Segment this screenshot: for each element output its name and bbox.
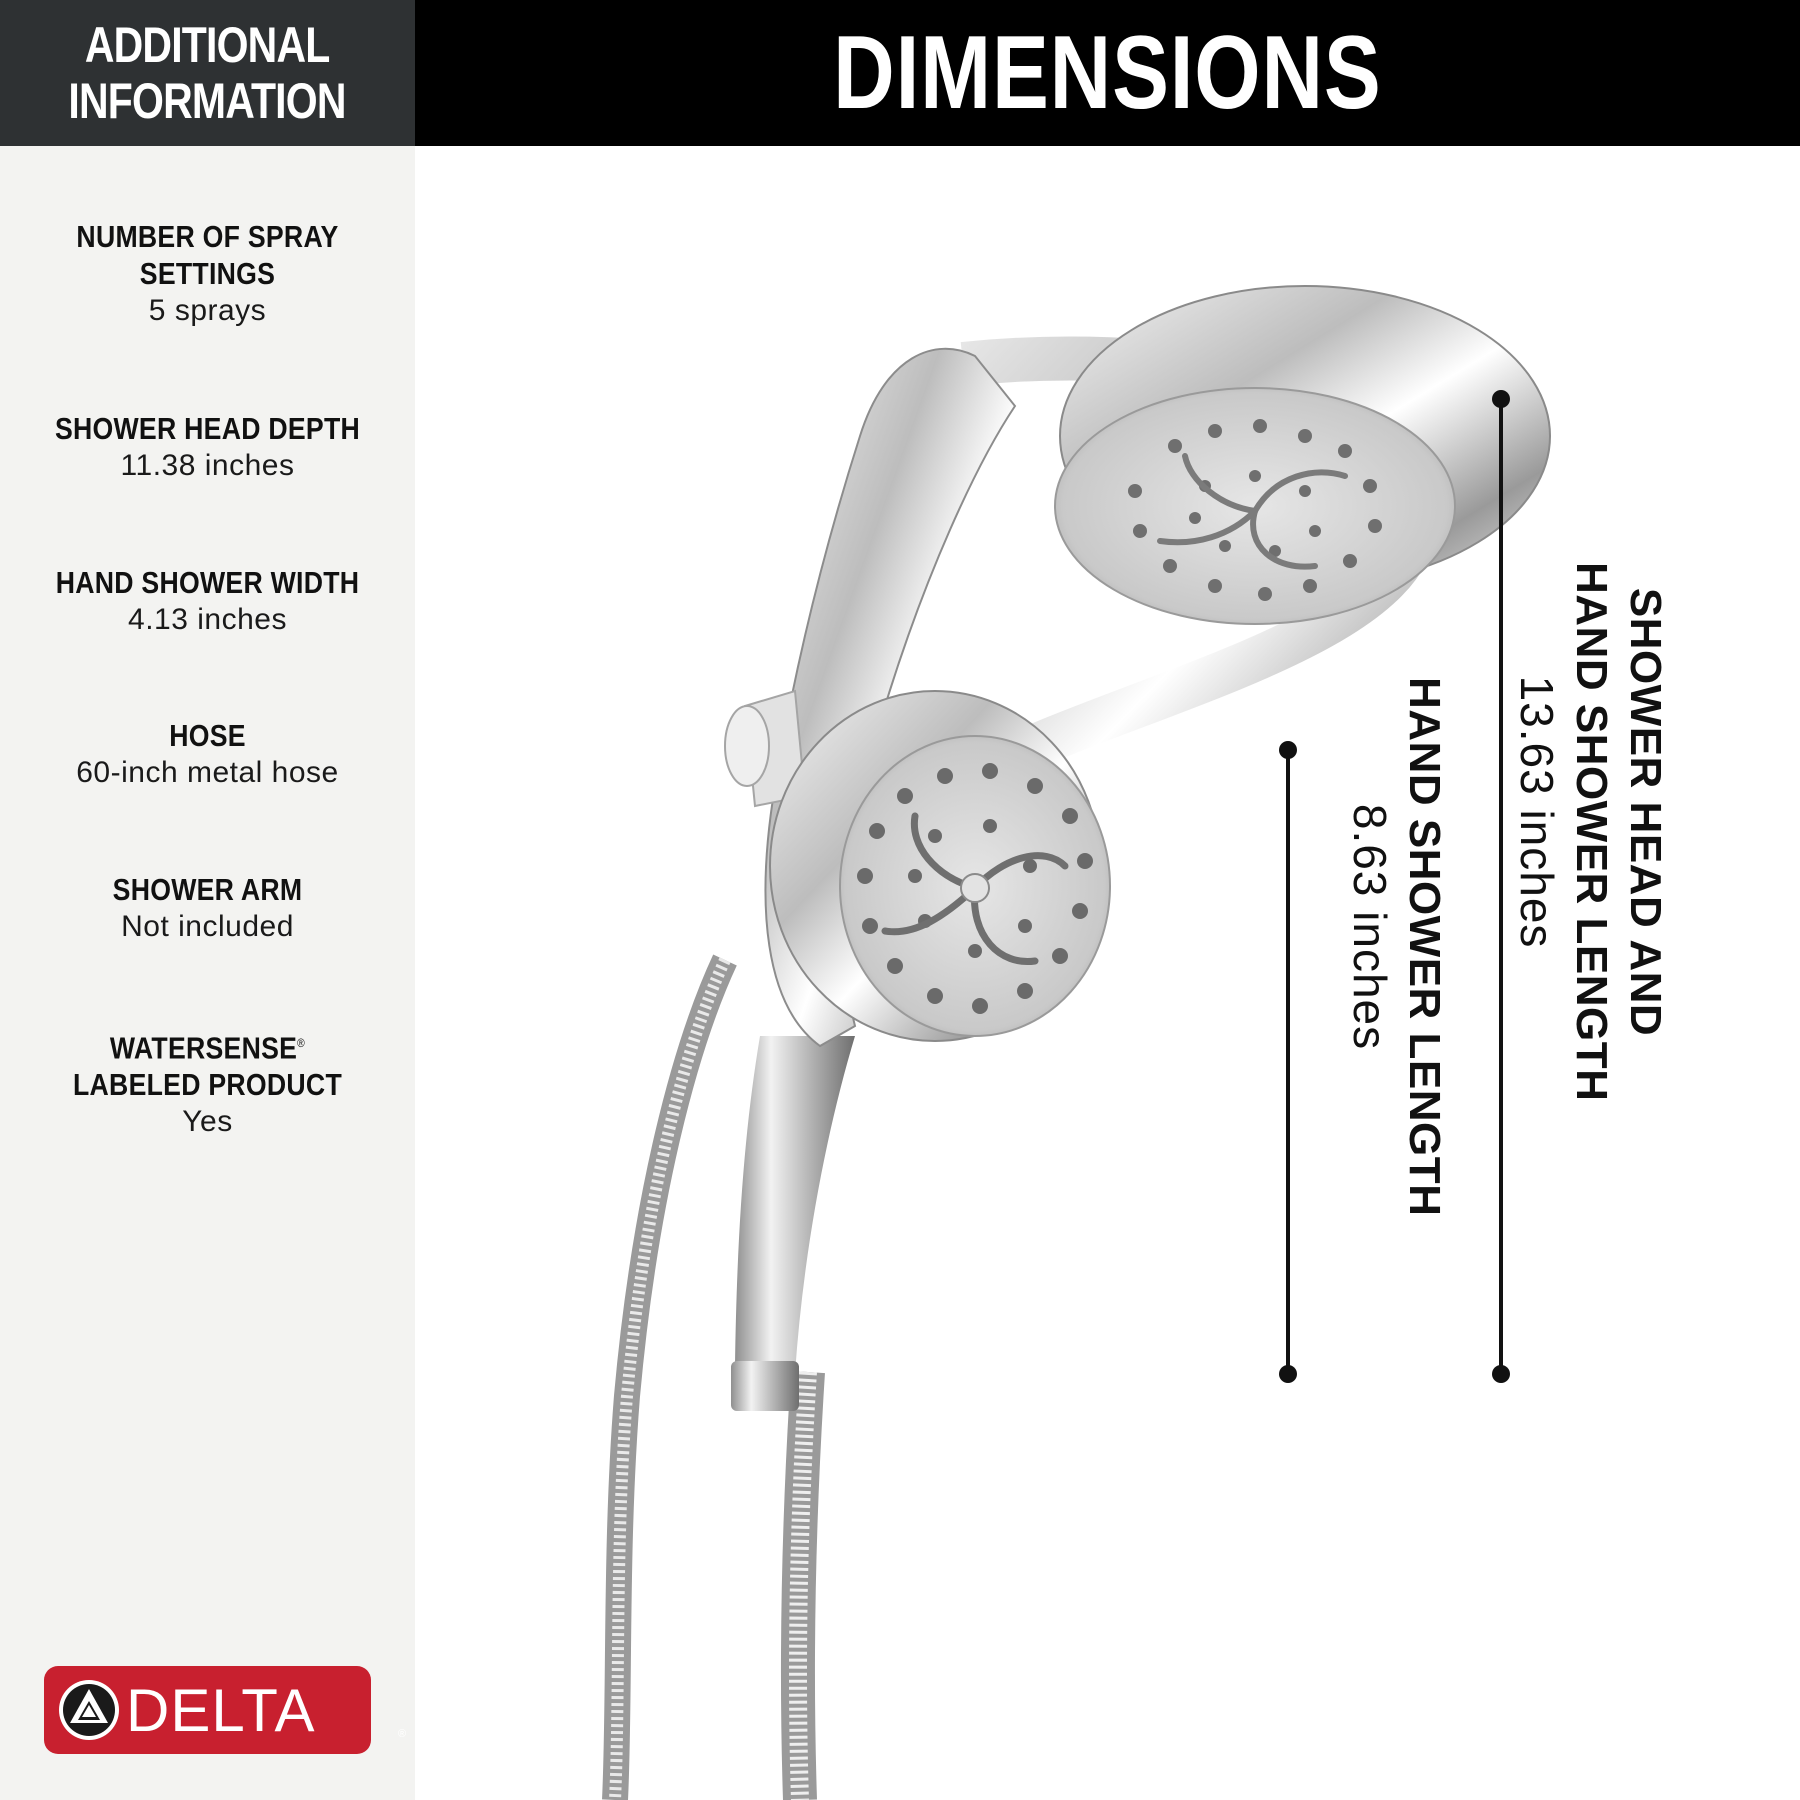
- hand-length-value: 8.63 inches: [1344, 803, 1396, 1051]
- delta-logo: [44, 1666, 407, 1754]
- combined-length-top-marker: [1492, 390, 1510, 408]
- spec-watersense: [0, 1025, 415, 1141]
- spec-label: LABELED PRODUCT: [73, 1067, 342, 1103]
- sidebar-header-line2: INFORMATION: [68, 73, 347, 129]
- spec-label: HAND SHOWER WIDTH: [55, 565, 360, 600]
- sidebar-header-line1: ADDITIONAL: [85, 17, 330, 73]
- spec-hand-shower-width: [0, 564, 415, 639]
- spec-label: SHOWER ARM: [112, 872, 303, 907]
- spec-value: 4.13 inches: [128, 603, 287, 636]
- spec-label: SHOWER HEAD DEPTH: [54, 411, 361, 446]
- hand-length-label: [1321, 677, 1451, 1217]
- spec-hose: [0, 717, 415, 792]
- combined-length-label: [1502, 562, 1672, 1102]
- additional-info-sidebar: [0, 0, 415, 1800]
- registered-mark: ®: [297, 1036, 306, 1050]
- hand-length-top-marker: [1279, 741, 1297, 759]
- spec-label: SETTINGS: [139, 256, 276, 291]
- sidebar-header: [0, 0, 415, 146]
- spec-value: Not included: [121, 910, 294, 943]
- page-title: DIMENSIONS: [833, 14, 1382, 131]
- spec-label-text: WATERSENSE: [109, 1030, 298, 1066]
- combined-length-title-line2: HAND SHOWER LENGTH: [1567, 562, 1616, 1102]
- delta-triangle-icon: [56, 1677, 122, 1743]
- logo-registered-mark: ®: [398, 1728, 407, 1740]
- dimensions-header: [415, 0, 1800, 146]
- spec-value: Yes: [182, 1105, 233, 1139]
- spec-spray-settings: [0, 218, 415, 330]
- hand-length-bottom-marker: [1279, 1365, 1297, 1383]
- spec-value: 5 sprays: [148, 294, 267, 327]
- spec-label: [29, 1025, 386, 1066]
- spec-label: NUMBER OF SPRAY: [76, 219, 339, 254]
- hand-length-line: [1286, 752, 1290, 1374]
- combined-length-value: 13.63 inches: [1511, 675, 1563, 949]
- spec-value: 60-inch metal hose: [76, 756, 339, 789]
- hand-length-title: HAND SHOWER LENGTH: [1400, 677, 1449, 1217]
- combined-length-title-line1: SHOWER HEAD AND: [1621, 587, 1670, 1037]
- combined-length-bottom-marker: [1492, 1365, 1510, 1383]
- spec-label: HOSE: [169, 718, 246, 753]
- spec-shower-arm: [0, 871, 415, 946]
- spec-value: 11.38 inches: [120, 449, 295, 482]
- spec-shower-head-depth: [0, 410, 415, 485]
- logo-wordmark: DELTA: [126, 1676, 316, 1744]
